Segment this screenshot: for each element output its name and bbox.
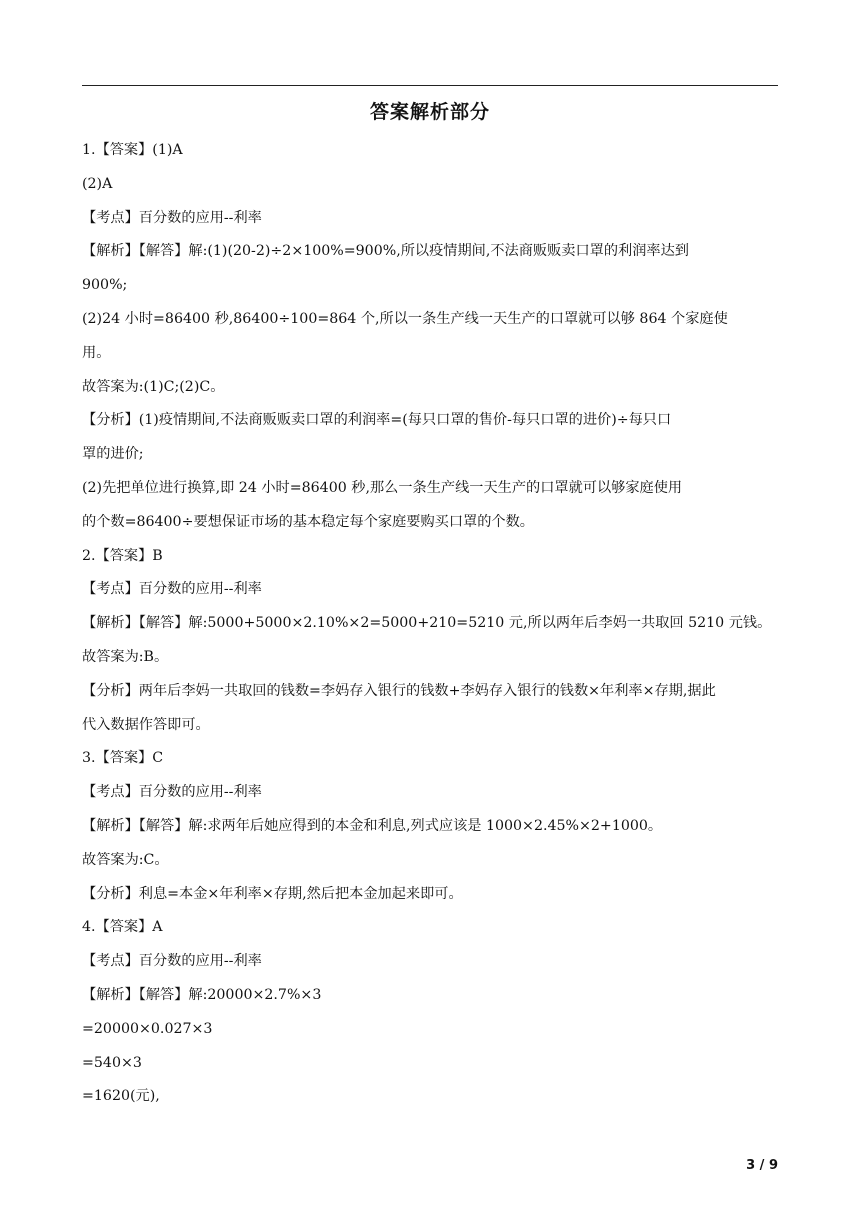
answer-content: [82, 138, 782, 1118]
page-title: 答案解析部分: [369, 101, 490, 123]
text-line: 【分析】(1)疫情期间,不法商贩贩卖口罩的利润率=(每只口罩的售价-每只口罩的进价)÷每只口: [82, 412, 672, 429]
text-line: =1620(元),: [82, 1088, 160, 1105]
text-line: 900%;: [82, 277, 128, 294]
text-line: 用。: [82, 344, 111, 361]
text-line: 【分析】利息=本金×年利率×存期,然后把本金加起来即可。: [82, 885, 463, 902]
text-line: 故答案为:C。: [82, 851, 169, 868]
text-line: 【解析】【解答】解:5000+5000×2.10%×2=5000+210=5210 元,所以两年后李妈一共取回 5210 元钱。: [82, 615, 772, 632]
text-line: 【解析】【解答】解:20000×2.7%×3: [82, 986, 322, 1003]
text-line: =540×3: [82, 1054, 142, 1071]
text-line: 【解析】【解答】解:求两年后她应得到的本金和利息,列式应该是 1000×2.45%×2+1000。: [82, 817, 663, 834]
text-line: 【考点】百分数的应用--利率: [82, 209, 262, 226]
page-number: 3 / 9: [746, 1158, 778, 1173]
text-line: 【解析】【解答】解:(1)(20-2)÷2×100%=900%,所以疫情期间,不法商贩贩卖口罩的利润率达到: [82, 243, 689, 260]
header-rule: [82, 85, 778, 86]
text-line: (2)24 小时=86400 秒,86400÷100=864 个,所以一条生产线一天生产的口罩就可以够 864 个家庭使: [82, 310, 728, 327]
text-line: 2.【答案】B: [82, 547, 163, 564]
text-line: 1.【答案】(1)A: [82, 142, 183, 158]
text-line: 的个数=86400÷要想保证市场的基本稳定每个家庭要购买口罩的个数。: [82, 513, 534, 530]
text-line: 【分析】两年后李妈一共取回的钱数=李妈存入银行的钱数+李妈存入银行的钱数×年利率×存期,据此: [82, 682, 716, 699]
text-line: 4.【答案】A: [82, 919, 163, 936]
text-line: =20000×0.027×3: [82, 1020, 213, 1037]
text-line: 【考点】百分数的应用--利率: [82, 953, 262, 970]
text-line: 故答案为:B。: [82, 648, 169, 665]
text-line: 【考点】百分数的应用--利率: [82, 784, 262, 801]
text-line: (2)A: [82, 175, 113, 192]
text-line: 【考点】百分数的应用--利率: [82, 581, 262, 598]
text-line: 罩的进价;: [82, 446, 144, 463]
text-line: 3.【答案】C: [82, 750, 164, 767]
text-line: 代入数据作答即可。: [82, 716, 210, 733]
text-line: (2)先把单位进行换算,即 24 小时=86400 秒,那么一条生产线一天生产的口罩就可以够家庭使用: [82, 479, 683, 496]
text-line: 故答案为:(1)C;(2)C。: [82, 378, 225, 395]
